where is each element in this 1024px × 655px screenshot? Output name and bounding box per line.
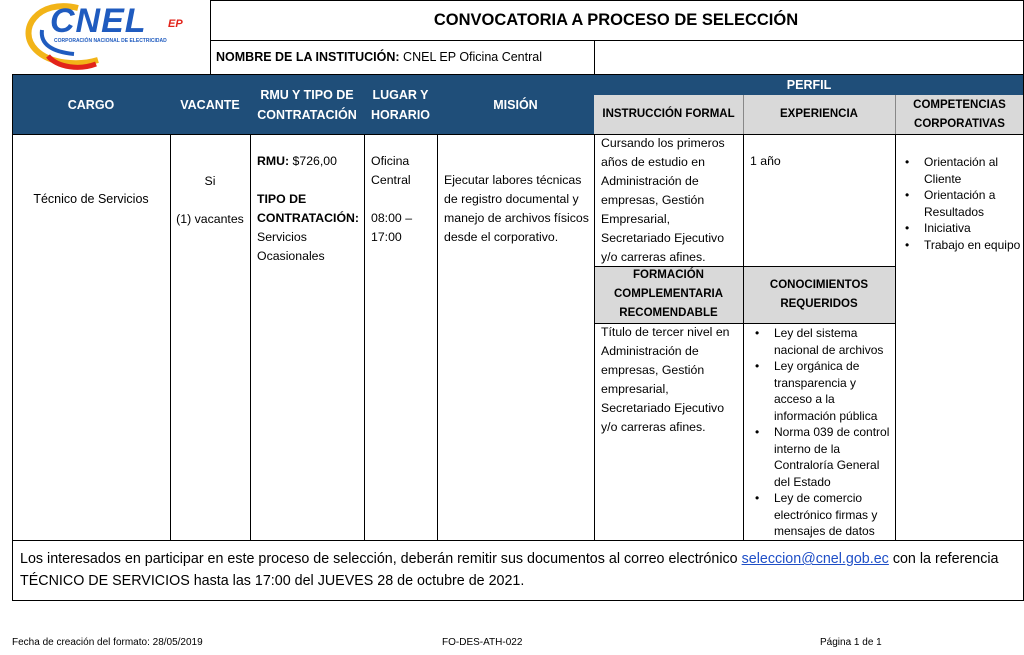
notice-text: [20, 548, 1020, 592]
rmu-value: $726,00: [289, 154, 337, 168]
list-item: • Ley orgánica de transparencia y acceso a la información pública: [774, 358, 892, 424]
footer-code: FO-DES-ATH-022: [442, 637, 523, 648]
cell-lugar: [371, 152, 433, 247]
subheader-competencias: COMPETENCIAS CORPORATIVAS: [895, 95, 1024, 134]
subheader-instruccion: INSTRUCCIÓN FORMAL: [594, 95, 743, 134]
conocimientos-list: [752, 325, 892, 540]
cell-cargo: Técnico de Servicios: [33, 192, 149, 206]
lugar-value: Oficina Central: [371, 154, 411, 187]
header-perfil: PERFIL: [594, 75, 1024, 95]
header-cargo: CARGO: [12, 75, 170, 134]
list-item: • Trabajo en equipo: [924, 237, 1022, 254]
logo-wordmark: CNEL: [50, 2, 147, 40]
footer-created: Fecha de creación del formato: 28/05/2019: [12, 637, 203, 648]
institution-row: [216, 40, 596, 74]
list-item: • Iniciativa: [924, 220, 1022, 237]
list-item: • Orientación al Cliente: [924, 154, 1022, 187]
list-item: • Ley del sistema nacional de archivos: [774, 325, 892, 358]
institution-label: NOMBRE DE LA INSTITUCIÓN:: [216, 50, 400, 64]
notice-after: con la referencia TÉCNICO DE SERVICIOS hasta las 17:00 del JUEVES 28 de octubre de 2021.: [20, 551, 999, 589]
cell-rmu: [257, 152, 362, 266]
footer-page: Página 1 de 1: [820, 637, 882, 648]
vacante-si: Si: [204, 174, 216, 188]
header-mision: MISIÓN: [437, 75, 594, 134]
rmu-label: RMU:: [257, 154, 290, 168]
list-item: • Orientación a Resultados: [924, 187, 1022, 220]
competencias-list: [902, 154, 1022, 253]
list-item: • Norma 039 de control interno de la Contraloría General del Estado: [774, 424, 892, 490]
horario-value: 08:00 – 17:00: [371, 211, 413, 244]
logo-suffix: EP: [168, 18, 183, 30]
cell-experiencia: 1 año: [750, 154, 781, 168]
page-title: CONVOCATORIA A PROCESO DE SELECCIÓN: [433, 10, 799, 29]
cell-conocimientos: [752, 325, 892, 540]
institution-value: CNEL EP Oficina Central: [403, 50, 542, 64]
cnel-logo: [18, 0, 208, 74]
subheader-formacion: FORMACIÓN COMPLEMENTARIA RECOMENDABLE: [594, 266, 743, 323]
header-vacante: VACANTE: [170, 75, 250, 134]
email-link[interactable]: seleccion@cnel.gob.ec: [741, 551, 889, 567]
cell-formacion: Título de tercer nivel en Administración de empresas, Gestión empresarial, Secretariado Ejecutivo y/o carreras afines.: [601, 325, 730, 434]
vacante-count: (1) vacantes: [176, 212, 244, 226]
cell-instruccion: Cursando los primeros años de estudio en Administración de empresas, Gestión Empresarial, Secretariado Ejecutivo y/o carreras afines.: [601, 136, 725, 264]
cell-vacante: [170, 172, 250, 229]
header-rmu: RMU Y TIPO DE CONTRATACIÓN: [250, 75, 364, 134]
tipo-label: TIPO DE CONTRATACIÓN:: [257, 192, 360, 225]
logo-tagline: CORPORACIÓN NACIONAL DE ELECTRICIDAD: [54, 38, 167, 44]
subheader-conocimientos: CONOCIMIENTOS REQUERIDOS: [743, 266, 895, 323]
list-item: • Ley de comercio electrónico firmas y mensajes de datos: [774, 490, 892, 540]
notice-before: Los interesados en participar en este proceso de selección, deberán remitir sus documentos al correo electrónico: [20, 551, 742, 567]
subheader-experiencia: EXPERIENCIA: [743, 95, 895, 134]
cell-mision: Ejecutar labores técnicas de registro documental y manejo de archivos físicos desde el corporativo.: [444, 173, 589, 244]
tipo-value: Servicios Ocasionales: [257, 230, 325, 263]
header-lugar: LUGAR Y HORARIO: [364, 75, 437, 134]
cell-competencias: [902, 154, 1022, 253]
